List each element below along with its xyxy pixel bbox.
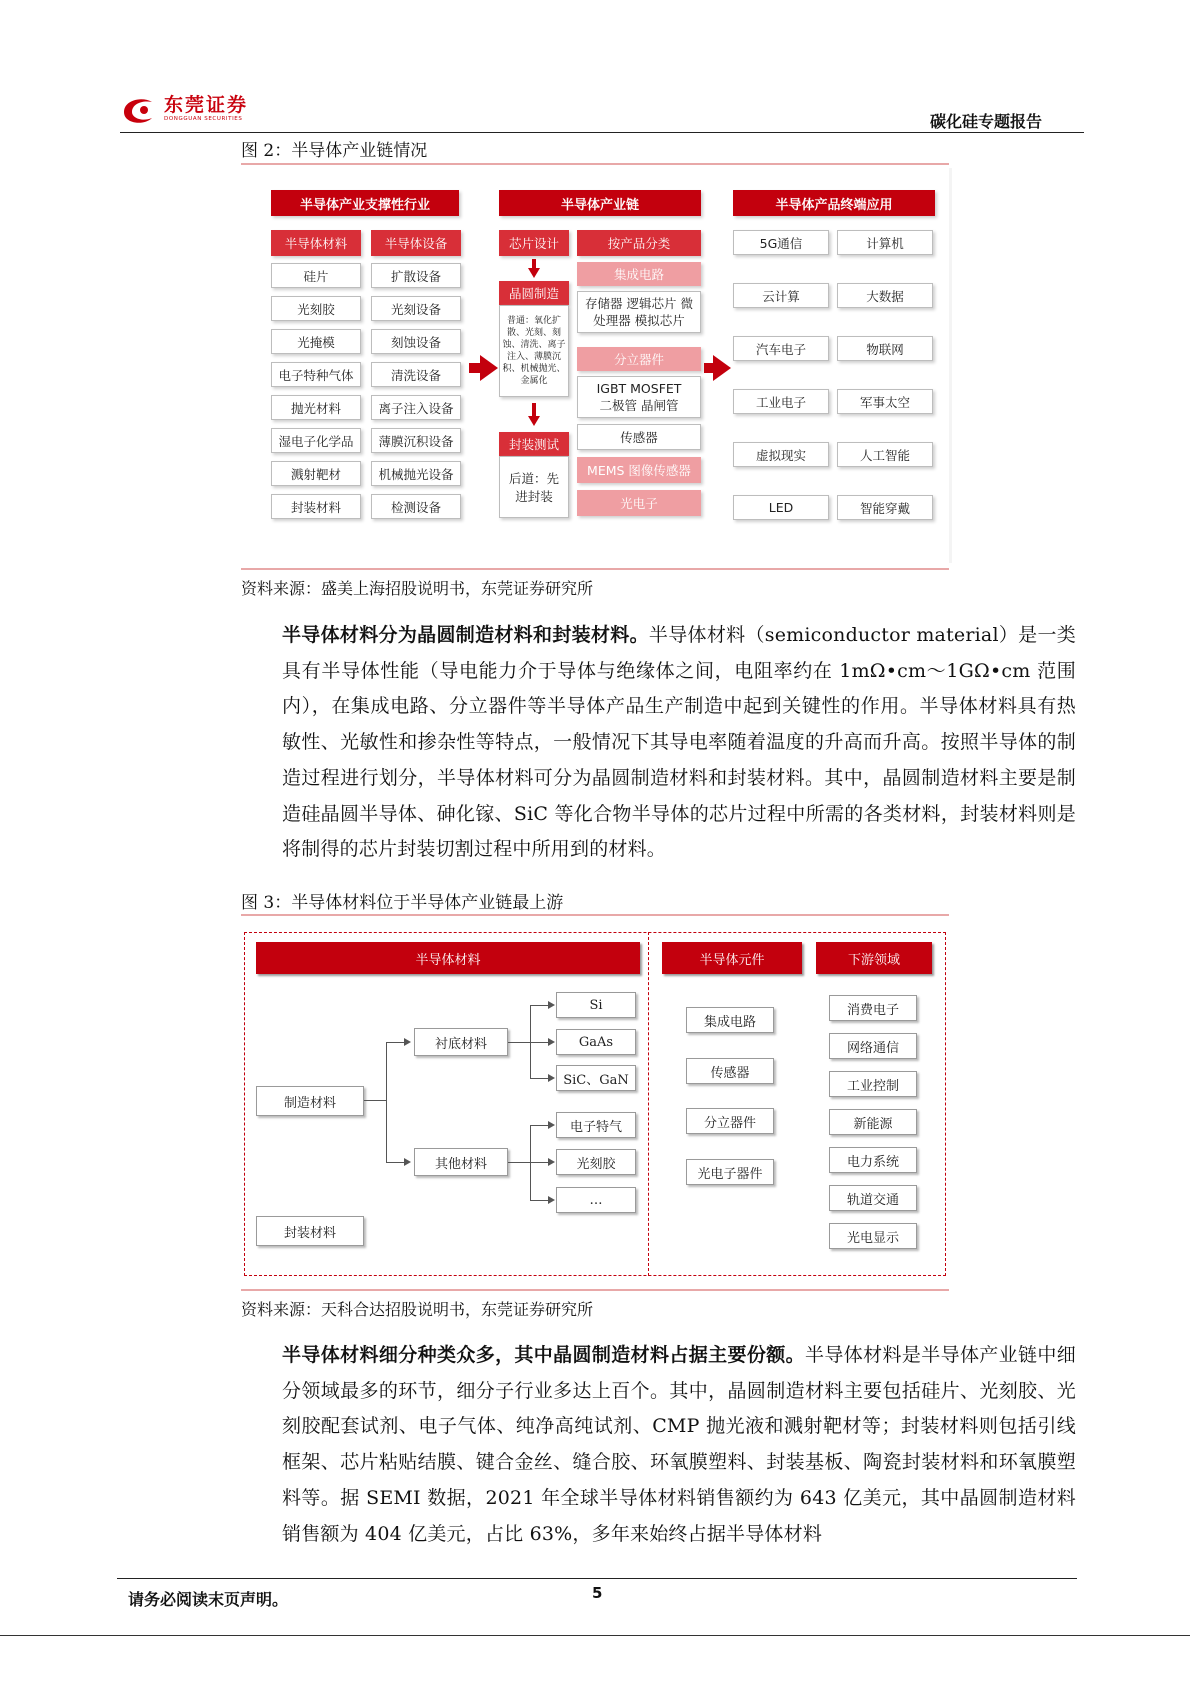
app-item: 汽车电子	[733, 336, 829, 361]
connector-line	[530, 1125, 550, 1126]
by-product-header: 按产品分类	[577, 230, 701, 256]
paragraph-1-body: 半导体材料（semiconductor material）是一类具有半导体性能（导电能力介于导体与绝缘体之间，电阻率约在 1mΩ•cm～1GΩ•cm 范围内），在集成电路、分立器件等半导体产品生产制造中起到关键性的作用。半导体材料具有热敏性、光敏性和掺杂性等特点，一般情况下其导电率随着温度的升高而升高。按照半导体的制造过程进行划分，半导体材料可分为晶圆制造材料和封装材料。其中，晶圆制造材料主要是制造硅晶圆半导体、砷化镓、SiC 等化合物半导体的芯片过程中所需的各类材料，封装材料则是将制得的芯片封装切割过程中所用到的材料。	[282, 624, 1076, 861]
equipment-item: 离子注入设备	[371, 395, 461, 420]
ic-items: 存储器 逻辑芯片 微处理器 模拟芯片	[577, 291, 701, 333]
app-item: 大数据	[837, 283, 933, 308]
other-item: 电子特气	[556, 1112, 636, 1138]
arrowhead-icon	[548, 1121, 555, 1129]
figure3-materials-diagram	[244, 932, 946, 1276]
logo-name-cn: 东莞证券	[164, 94, 249, 116]
paragraph-1	[282, 618, 1076, 868]
component-item: 集成电路	[686, 1007, 774, 1033]
substrate-item: GaAs	[556, 1029, 636, 1055]
app-item: 物联网	[837, 336, 933, 361]
connector-line	[530, 1042, 550, 1043]
downstream-header: 下游领域	[816, 942, 932, 974]
arrowhead-icon	[548, 1038, 555, 1046]
figure2-caption: 图 2：半导体产业链情况	[241, 141, 428, 161]
optoelectronics-box: 光电子	[577, 490, 701, 516]
equipment-item: 机械抛光设备	[371, 461, 461, 486]
wafer-mfg-box: 晶圆制造	[499, 281, 569, 305]
col1-header: 半导体产业支撑性行业	[271, 190, 459, 216]
figure2-bottom-rule	[241, 568, 949, 570]
down-arrow-icon	[528, 268, 540, 278]
manufacturing-materials: 制造材料	[256, 1086, 364, 1116]
material-item: 光刻胶	[271, 296, 361, 321]
connector-line	[508, 1162, 530, 1163]
equipment-item: 刻蚀设备	[371, 329, 461, 354]
connector-line	[364, 1100, 386, 1101]
figure2-source: 资料来源：盛美上海招股说明书，东莞证券研究所	[241, 579, 594, 598]
downstream-item: 网络通信	[829, 1033, 917, 1059]
material-item: 封装材料	[271, 494, 361, 519]
down-arrow-shaft	[532, 403, 536, 417]
figure3-bottom-rule	[241, 1289, 949, 1291]
figure3-caption: 图 3：半导体材料位于半导体产业链最上游	[241, 893, 564, 913]
connector-line	[386, 1162, 406, 1163]
packaging-test-box: 封装测试	[499, 432, 569, 456]
arrowhead-icon	[548, 1196, 555, 1204]
app-item: 军事太空	[837, 389, 933, 414]
connector-line	[530, 1162, 550, 1163]
downstream-item: 新能源	[829, 1109, 917, 1135]
connector-line	[386, 1042, 406, 1043]
equipment-item: 扩散设备	[371, 263, 461, 288]
arrowhead-icon	[404, 1038, 411, 1046]
downstream-item: 消费电子	[829, 995, 917, 1021]
app-item: 云计算	[733, 283, 829, 308]
app-item: 虚拟现实	[733, 442, 829, 467]
connector-line	[530, 1200, 550, 1201]
equipment-item: 检测设备	[371, 494, 461, 519]
discrete-items: IGBT MOSFET 二极管 晶闸管	[577, 376, 701, 418]
downstream-item: 光电显示	[829, 1223, 917, 1249]
materials-header: 半导体材料	[271, 230, 361, 256]
packaging-materials: 封装材料	[256, 1216, 364, 1246]
figure2-industry-chain-diagram	[259, 168, 951, 563]
equipment-header: 半导体设备	[371, 230, 461, 256]
paragraph-2	[282, 1338, 1076, 1552]
col3-header: 半导体产品终端应用	[733, 190, 935, 216]
component-item: 传感器	[686, 1058, 774, 1084]
paragraph-1-lead: 半导体材料分为晶圆制造材料和封装材料。	[282, 624, 649, 646]
page-number: 5	[592, 1584, 603, 1602]
equipment-item: 清洗设备	[371, 362, 461, 387]
report-title: 碳化硅专题报告	[929, 112, 1042, 131]
component-item: 分立器件	[686, 1108, 774, 1134]
app-item: 智能穿戴	[837, 495, 933, 520]
company-logo	[120, 92, 280, 126]
app-item: 5G通信	[733, 230, 829, 255]
discrete-box: 分立器件	[577, 347, 701, 371]
arrowhead-icon	[548, 1158, 555, 1166]
paragraph-2-lead: 半导体材料细分种类众多，其中晶圆制造材料占据主要份额。	[282, 1344, 805, 1366]
material-item: 光掩模	[271, 329, 361, 354]
paragraph-2-body: 半导体材料是半导体产业链中细分领域最多的环节，细分子行业多达上百个。其中，晶圆制造材料主要包括硅片、光刻胶、光刻胶配套试剂、电子气体、纯净高纯试剂、CMP 抛光液和溅射靶材等；封装材料则包括引线框架、芯片粘贴结膜、键合金丝、缝合胶、环氧膜塑料、封装基板、陶瓷封装材料和环氧膜塑料等。据 SEMI 数据，2021 年全球半导体材料销售额约为 643 亿美元，其中晶圆制造材料销售额为 404 亿美元，占比 63%，多年来始终占据半导体材料	[282, 1344, 1076, 1545]
substrate-item: SiC、GaN	[556, 1065, 636, 1091]
chip-design-box: 芯片设计	[499, 230, 569, 256]
equipment-item: 光刻设备	[371, 296, 461, 321]
footer-disclaimer: 请务必阅读末页声明。	[128, 1590, 289, 1609]
connector-line	[386, 1042, 387, 1163]
other-item: …	[556, 1187, 636, 1213]
arrowhead-icon	[548, 1074, 555, 1082]
material-item: 抛光材料	[271, 395, 361, 420]
connector-line	[530, 1078, 550, 1079]
figure2-edge	[949, 168, 952, 563]
figure2-top-rule	[241, 163, 949, 165]
logo-name-en: DONGGUAN SECURITIES	[164, 116, 243, 122]
flow-arrow-right-icon	[713, 355, 731, 381]
wafer-mfg-note: 普通：氧化扩散、光刻、刻蚀、清洗、离子注入、薄膜沉积、机械抛光、金属化	[499, 305, 569, 397]
material-item: 湿电子化学品	[271, 428, 361, 453]
figure3-top-rule	[241, 914, 949, 916]
ic-box: 集成电路	[577, 262, 701, 286]
connector-line	[530, 1005, 550, 1006]
flow-arrow-right-icon	[480, 355, 498, 381]
down-arrow-icon	[528, 416, 540, 426]
col2-header: 半导体产业链	[499, 190, 701, 216]
materials-header: 半导体材料	[256, 942, 640, 974]
material-item: 溅射靶材	[271, 461, 361, 486]
logo-mark-icon	[120, 94, 156, 124]
header-divider	[120, 132, 1084, 133]
figure3-source: 资料来源：天科合达招股说明书，东莞证券研究所	[241, 1300, 594, 1319]
app-item: 工业电子	[733, 389, 829, 414]
app-item: 计算机	[837, 230, 933, 255]
components-header: 半导体元件	[662, 942, 802, 974]
substrate-item: Si	[556, 992, 636, 1018]
material-item: 电子特种气体	[271, 362, 361, 387]
arrowhead-icon	[404, 1158, 411, 1166]
equipment-item: 薄膜沉积设备	[371, 428, 461, 453]
material-item: 硅片	[271, 263, 361, 288]
arrowhead-icon	[548, 1001, 555, 1009]
page-bottom-rule	[0, 1635, 1190, 1636]
mems-box: MEMS 图像传感器	[577, 457, 701, 483]
downstream-item: 电力系统	[829, 1147, 917, 1173]
sensor-box: 传感器	[577, 424, 701, 450]
packaging-note: 后道：先进封装	[499, 456, 569, 518]
connector-line	[508, 1042, 530, 1043]
downstream-item: 工业控制	[829, 1071, 917, 1097]
app-item: 人工智能	[837, 442, 933, 467]
footer-divider	[117, 1578, 1077, 1579]
connector-line	[530, 1125, 531, 1201]
substrate-materials: 衬底材料	[414, 1028, 508, 1056]
downstream-item: 轨道交通	[829, 1185, 917, 1211]
other-item: 光刻胶	[556, 1149, 636, 1175]
other-materials: 其他材料	[414, 1148, 508, 1176]
figure3-divider	[648, 932, 649, 1276]
component-item: 光电子器件	[686, 1159, 774, 1185]
app-item: LED	[733, 495, 829, 520]
